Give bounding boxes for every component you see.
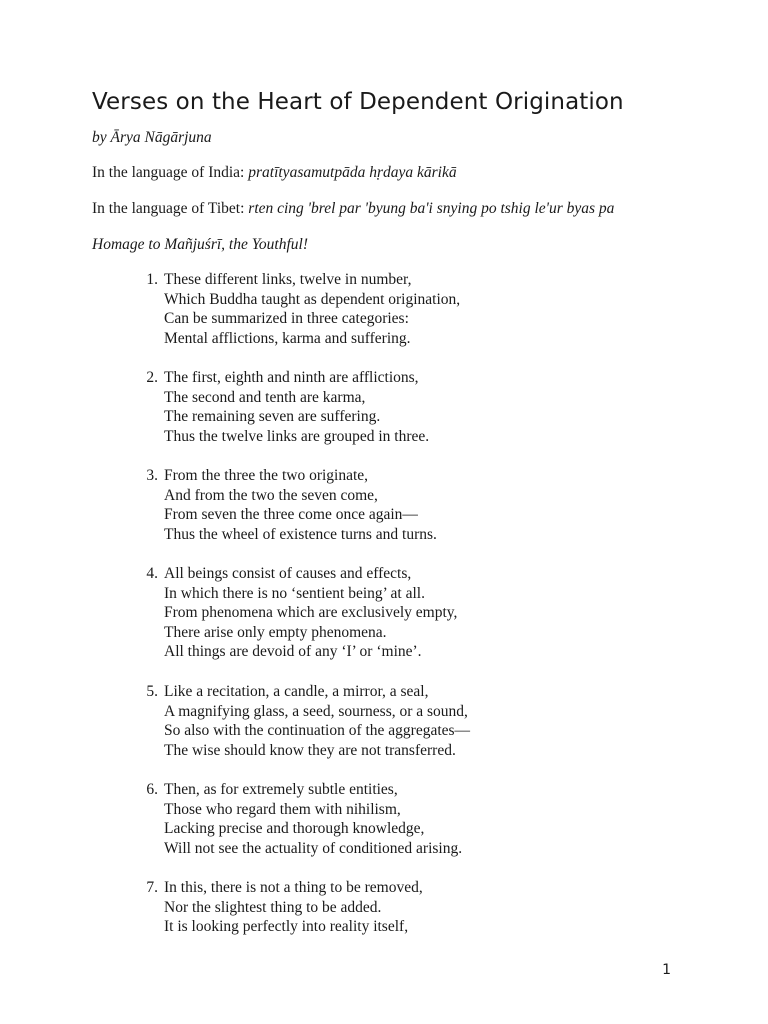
language-india-title: pratītyasamutpāda hṛdaya kārikā xyxy=(248,164,457,181)
verse-line: All beings consist of causes and effects, xyxy=(164,565,412,582)
verse-number: 2. xyxy=(146,369,158,386)
verse-line: Thus the twelve links are grouped in three. xyxy=(164,427,430,445)
verse-line: A magnifying glass, a seed, sourness, or a sound, xyxy=(164,702,468,720)
verse-line: Will not see the actuality of conditioned arising. xyxy=(164,839,463,857)
verse-line: In which there is no ‘sentient being’ at all. xyxy=(164,584,425,602)
verse-line: Like a recitation, a candle, a mirror, a seal, xyxy=(164,683,429,700)
verse-line: Those who regard them with nihilism, xyxy=(164,800,401,818)
verse-line: Lacking precise and thorough knowledge, xyxy=(164,820,425,838)
language-tibet-label: In the language of Tibet: xyxy=(92,200,249,217)
verse-number: 6. xyxy=(146,781,158,798)
verse-line: Nor the slightest thing to be added. xyxy=(164,898,382,916)
verse-line: From phenomena which are exclusively empty, xyxy=(164,604,458,622)
verse-line: There arise only empty phenomena. xyxy=(164,623,387,641)
verse-line: These different links, twelve in number, xyxy=(164,271,412,288)
verse-2 xyxy=(0,368,768,466)
verse-line: In this, there is not a thing to be removed, xyxy=(164,879,423,896)
verse-number: 1. xyxy=(146,271,158,288)
verse-lines xyxy=(164,466,437,544)
verse-line: It is looking perfectly into reality itself, xyxy=(164,918,409,936)
verse-line: Then, as for extremely subtle entities, xyxy=(164,781,398,798)
verse-lines xyxy=(164,270,460,348)
verse-line: Mental afflictions, karma and suffering. xyxy=(164,329,411,347)
verse-5 xyxy=(0,682,768,780)
verse-1 xyxy=(0,270,768,368)
verse-line: The second and tenth are karma, xyxy=(164,388,366,406)
verse-lines xyxy=(164,564,457,662)
document-title: Verses on the Heart of Dependent Origination xyxy=(92,89,624,115)
verse-number: 7. xyxy=(146,879,158,896)
page-number: 1 xyxy=(662,962,671,978)
verse-line: From seven the three come once again— xyxy=(164,506,418,524)
verse-line: The first, eighth and ninth are afflictions, xyxy=(164,369,419,386)
verse-lines xyxy=(164,780,462,858)
verse-4 xyxy=(0,564,768,682)
verse-3 xyxy=(0,466,768,564)
verse-lines xyxy=(164,368,429,446)
verse-line: And from the two the seven come, xyxy=(164,486,378,504)
language-india-label: In the language of India: xyxy=(92,164,249,181)
language-tibet-line xyxy=(92,199,614,219)
verse-line: Can be summarized in three categories: xyxy=(164,310,409,328)
verse-lines xyxy=(164,878,423,937)
language-tibet-title: rten cing 'brel par 'byung ba'i snying po tshig le'ur byas pa xyxy=(248,200,615,217)
verse-number: 5. xyxy=(146,683,158,700)
homage-line: Homage to Mañjuśrī, the Youthful! xyxy=(92,236,309,253)
author-byline: by Ārya Nāgārjuna xyxy=(92,129,212,146)
verse-number: 4. xyxy=(146,565,158,582)
verse-line: So also with the continuation of the aggregates— xyxy=(164,722,471,740)
verse-line: From the three the two originate, xyxy=(164,467,369,484)
language-india-line xyxy=(92,163,457,183)
verse-line: The remaining seven are suffering. xyxy=(164,408,381,426)
verse-line: The wise should know they are not transferred. xyxy=(164,741,456,759)
verse-6 xyxy=(0,780,768,878)
verse-number: 3. xyxy=(146,467,158,484)
verse-line: Thus the wheel of existence turns and turns. xyxy=(164,525,437,543)
verse-line: All things are devoid of any ‘I’ or ‘mine’. xyxy=(164,643,422,661)
verse-7 xyxy=(0,878,768,976)
verse-list xyxy=(0,270,768,976)
verse-lines xyxy=(164,682,470,760)
verse-line: Which Buddha taught as dependent origination, xyxy=(164,290,461,308)
